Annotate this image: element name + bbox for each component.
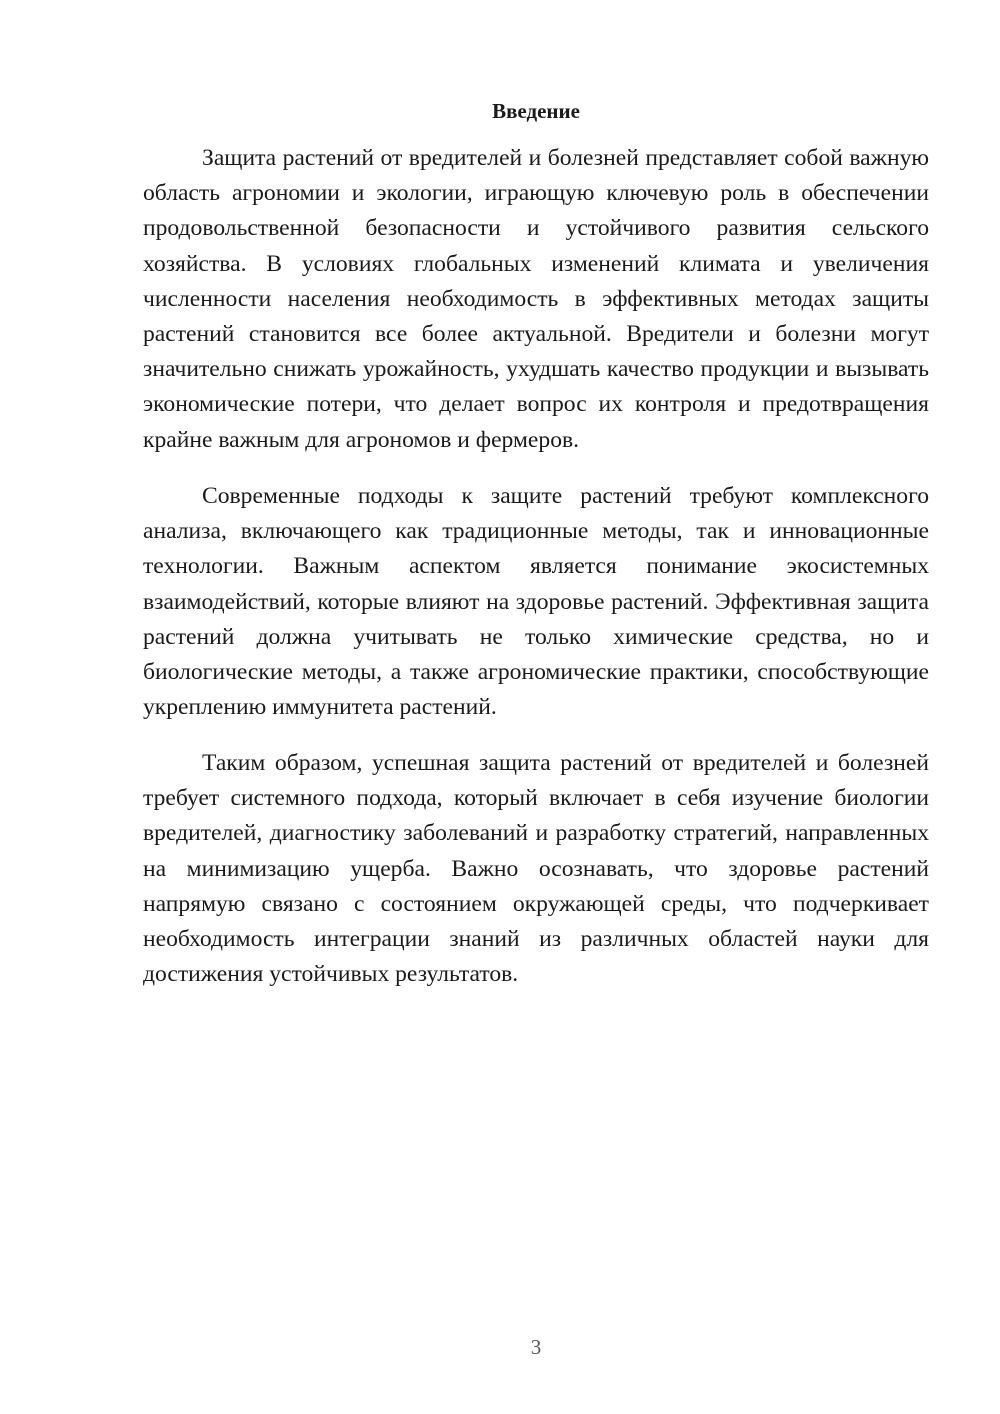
page-title: Введение <box>492 99 580 123</box>
page-number: 3 <box>530 1335 542 1359</box>
paragraph-1: Защита растений от вредителей и болезней представляет собой важную область агрономии и экологии, играющую ключевую роль в обеспечении продовольственной безопасности и устойчивого развития сельского хозяйства. В условиях глобальных изменений климата и увеличения численности населения необходимость в эффективных методах защиты растений становится все более актуальной. Вредители и болезни могут значительно снижать урожайность, ухудшать качество продукции и вызывать экономические потери, что делает вопрос их контроля и предотвращения крайне важным для агрономов и фермеров. <box>143 145 929 453</box>
paragraph-2: Современные подходы к защите растений требуют комплексного анализа, включающего как традиционные методы, так и инновационные технологии. Важным аспектом является понимание экосистемных взаимодействий, которые влияют на здоровье растений. Эффективная защита растений должна учитывать не только химические средства, но и биологические методы, а также агрономические практики, способствующие укреплению иммунитета растений. <box>143 483 929 721</box>
paragraph-3: Таким образом, успешная защита растений от вредителей и болезней требует системного подхода, который включает в себя изучение биологии вредителей, диагностику заболеваний и разработку стратегий, направленных на минимизацию ущерба. Важно осознавать, что здоровье растений напрямую связано с состоянием окружающей среды, что подчеркивает необходимость интеграции знаний из различных областей науки для достижения устойчивых результатов. <box>143 750 929 988</box>
